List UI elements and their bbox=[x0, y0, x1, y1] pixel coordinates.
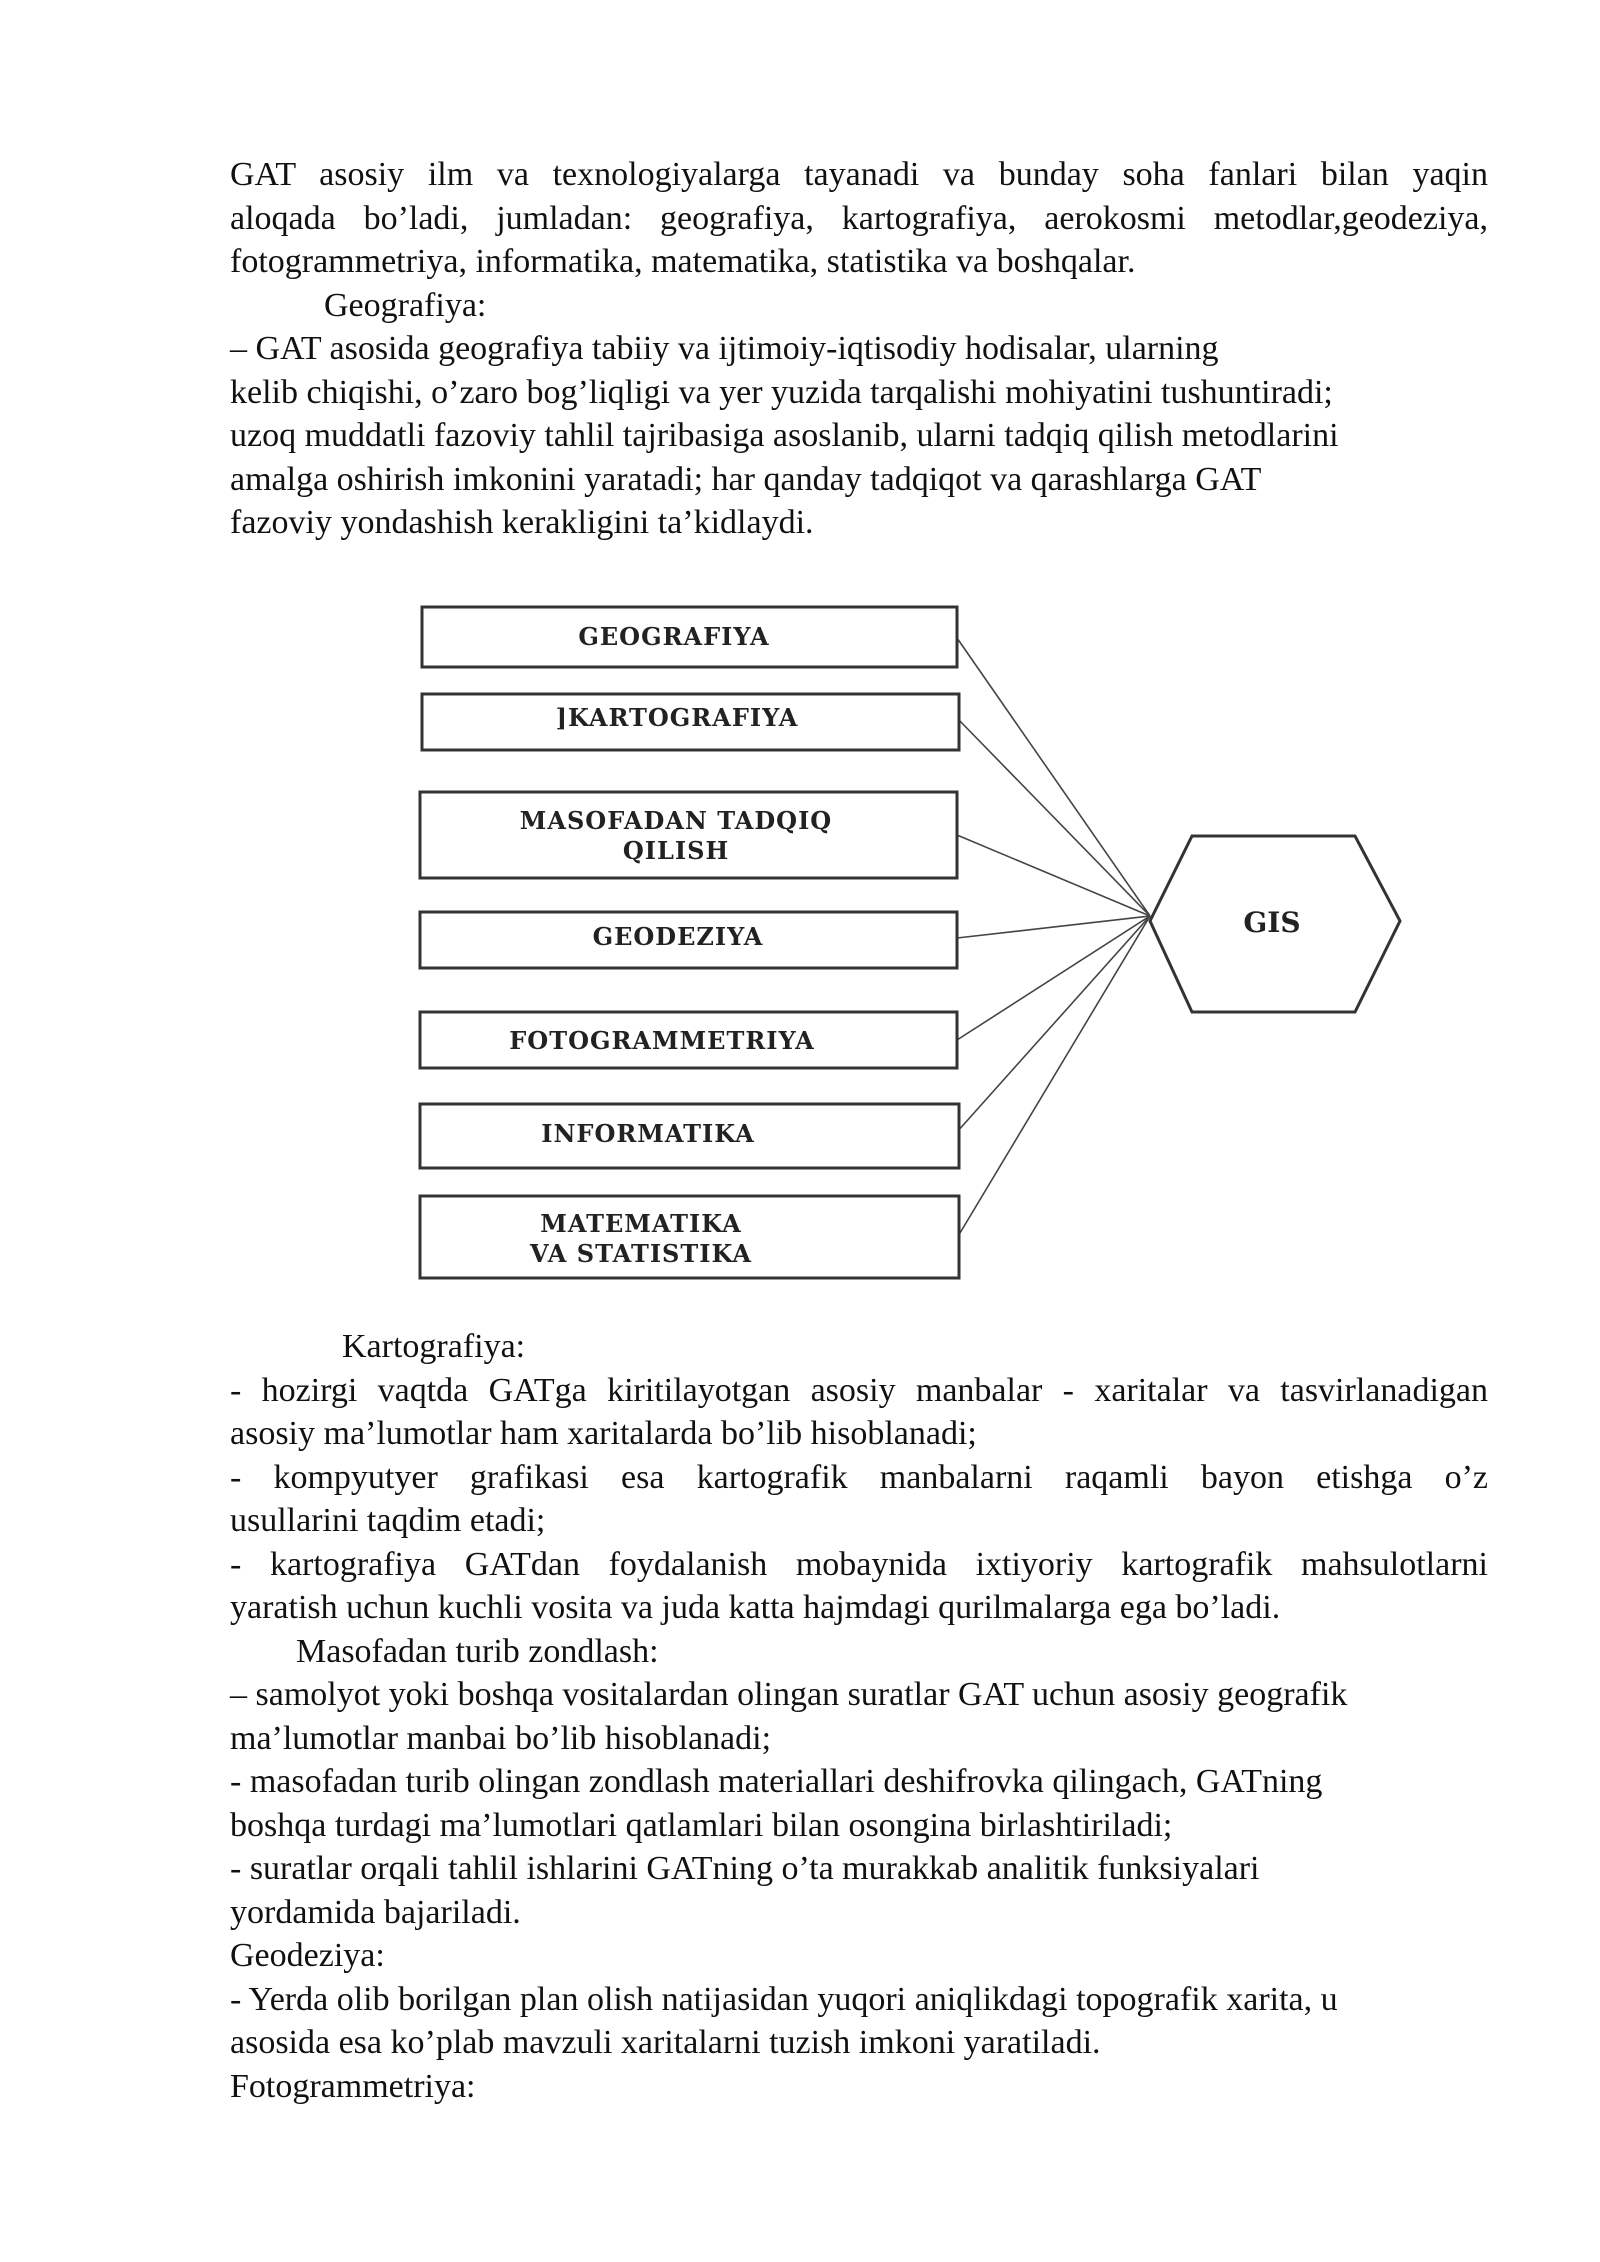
main-paragraphs bbox=[230, 1325, 1488, 2108]
box-label: GEOGRAFIYA bbox=[578, 622, 770, 651]
box-kartografiya bbox=[422, 694, 959, 750]
box-label: GEODEZIYA bbox=[592, 922, 764, 951]
text-line: - kartografiya GATdan foydalanish mobaynida ixtiyoriy kartografik mahsulotlarni bbox=[230, 1545, 1488, 1583]
box-label: QILISH bbox=[622, 836, 730, 865]
connector-line bbox=[957, 638, 1150, 916]
gis-hexagon bbox=[1150, 836, 1400, 1012]
gis-label: GIS bbox=[1243, 906, 1301, 939]
text-line: - kompyutyer grafikasi esa kartografik manbalarni raqamli bayon etishga o’z bbox=[230, 1458, 1488, 1496]
box-geodeziya bbox=[420, 912, 957, 968]
connector-lines bbox=[957, 638, 1150, 1238]
box-label: ]KARTOGRAFIYA bbox=[555, 703, 799, 732]
box-label: INFORMATIKA bbox=[541, 1119, 755, 1148]
text-line: fazoviy yondashish kerakligini ta’kidlaydi. bbox=[230, 504, 814, 541]
text-line: - Yerda olib borilgan plan olish natijasidan yuqori aniqlikdagi topografik xarita, u bbox=[230, 1980, 1338, 2018]
box-label: VA STATISTIKA bbox=[530, 1239, 752, 1268]
box-label: MASOFADAN TADQIQ bbox=[519, 806, 833, 835]
text-line: kelib chiqishi, o’zaro bog’liqligi va yer yuzida tarqalishi mohiyatini tushuntiradi; bbox=[230, 373, 1333, 411]
box-label: MATEMATIKA bbox=[540, 1209, 742, 1238]
text-line: asosiy ma’lumotlar ham xaritalarda bo’lib hisoblanadi; bbox=[230, 1415, 977, 1452]
text-line: - masofadan turib olingan zondlash materiallari deshifrovka qilingach, GATning bbox=[230, 1763, 1323, 1800]
text-line: – samolyot yoki boshqa vositalardan olingan suratlar GAT uchun asosiy geografik bbox=[230, 1676, 1348, 1713]
box-fotogrammetriya bbox=[420, 1012, 957, 1068]
text-line: boshqa turdagi ma’lumotlari qatlamlari bilan osongina birlashtiriladi; bbox=[230, 1806, 1173, 1844]
box-matematika bbox=[420, 1196, 959, 1278]
heading-geodeziya: Geodeziya: bbox=[230, 1937, 385, 1974]
text-line: fotogrammetriya, informatika, matematika, statistika va boshqalar. bbox=[230, 243, 1136, 280]
text-line: GAT asosiy ilm va texnologiyalarga tayanadi va bunday soha fanlari bilan yaqin bbox=[230, 156, 1488, 193]
heading-fotogrammetriya: Fotogrammetriya: bbox=[230, 2067, 476, 2105]
heading-kartografiya: Kartografiya: bbox=[342, 1328, 526, 1365]
text-line: amalga oshirish imkonini yaratadi; har qanday tadqiqot va qarashlarga GAT bbox=[230, 460, 1262, 498]
text-line: yordamida bajariladi. bbox=[230, 1893, 521, 1931]
text-line: aloqada bo’ladi, jumladan: geografiya, kartografiya, aerokosmi metodlar,geodeziya, bbox=[230, 199, 1488, 237]
connector-line bbox=[957, 718, 1150, 916]
text-line: - hozirgi vaqtda GATga kiritilayotgan asosiy manbalar - xaritalar va tasvirlanadigan bbox=[230, 1371, 1488, 1409]
text-line: – GAT asosida geografiya tabiiy va ijtimoiy-iqtisodiy hodisalar, ularning bbox=[230, 330, 1219, 367]
box-geografiya bbox=[422, 607, 957, 667]
heading-geografiya: Geografiya: bbox=[324, 286, 487, 324]
text-line: uzoq muddatli fazoviy tahlil tajribasiga asoslanib, ularni tadqiq qilish metodlarini bbox=[230, 417, 1339, 454]
connector-line bbox=[957, 916, 1150, 1132]
box-masofadan-tadqiq bbox=[420, 792, 957, 878]
box-informatika bbox=[420, 1104, 959, 1168]
text-line: usullarini taqdim etadi; bbox=[230, 1502, 546, 1539]
text-line: - suratlar orqali tahlil ishlarini GATning o’ta murakkab analitik funksiyalari bbox=[230, 1850, 1260, 1887]
heading-masofadan: Masofadan turib zondlash: bbox=[296, 1632, 659, 1670]
text-line: yaratish uchun kuchli vosita va juda katta hajmdagi qurilmalarga ega bo’ladi. bbox=[230, 1589, 1281, 1626]
connector-line bbox=[957, 916, 1150, 1238]
text-line: asosida esa ko’plab mavzuli xaritalarni tuzish imkoni yaratiladi. bbox=[230, 2024, 1101, 2061]
box-label: FOTOGRAMMETRIYA bbox=[509, 1026, 815, 1055]
text-line: ma’lumotlar manbai bo’lib hisoblanadi; bbox=[230, 1719, 772, 1757]
